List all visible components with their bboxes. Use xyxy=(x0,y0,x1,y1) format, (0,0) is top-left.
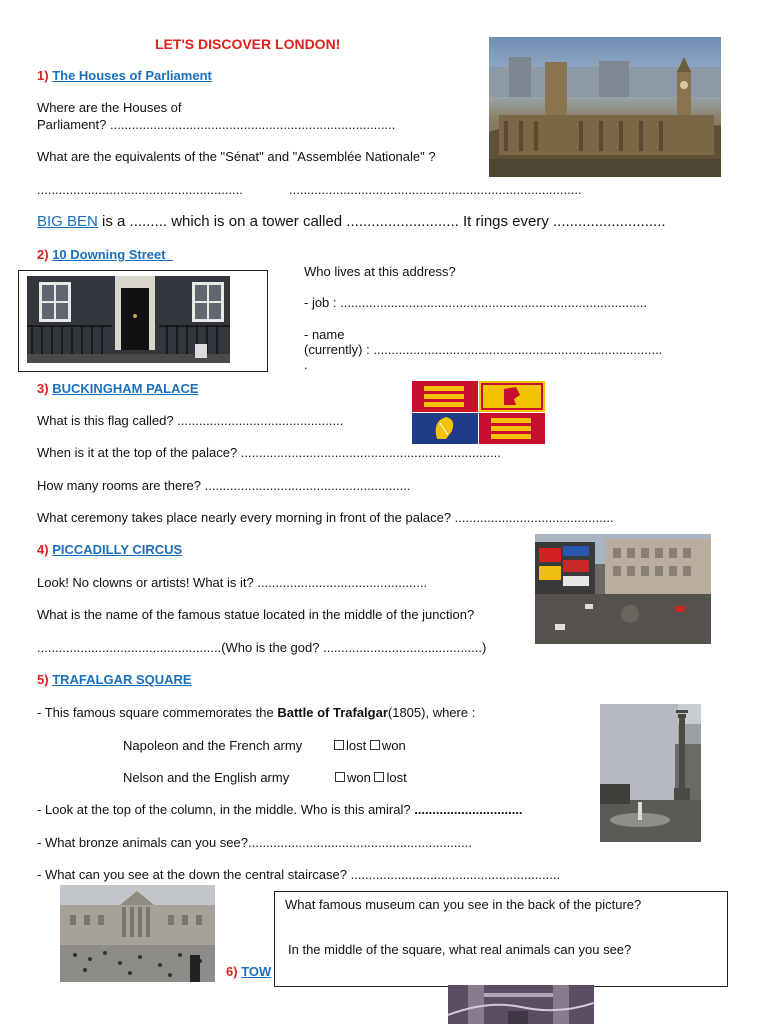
downing-street-photo xyxy=(27,276,230,363)
box-question-2: In the middle of the square, what real animals can you see? xyxy=(288,942,632,957)
nelson-won-label: won xyxy=(347,770,371,785)
section-3-number: 3) xyxy=(37,381,49,396)
houses-of-parliament-photo xyxy=(489,37,721,177)
nelson-lost-label: lost xyxy=(386,770,407,785)
parliament-illustration xyxy=(489,37,721,177)
s3-question-1: What is this flag called? .............................................. xyxy=(37,413,344,428)
big-ben-text: is a ......... which is on a tower called ........................... It rings every ........................... xyxy=(97,213,666,230)
downing-street-frame xyxy=(18,270,268,372)
section-4-number: 4) xyxy=(37,542,49,557)
s5-question-4: - What can you see at the down the central staircase? .......................................................... xyxy=(37,867,561,882)
section-4-heading xyxy=(37,542,182,557)
nelsons-column-photo xyxy=(600,704,701,842)
s1-question-1b: Parliament? ............................................................................... xyxy=(37,117,396,132)
section-1-title[interactable]: The Houses of Parliament xyxy=(52,68,212,83)
s2-job-line: - job : ..................................................................................... xyxy=(304,295,648,310)
s1-blank-2: ................................................................................. xyxy=(289,182,582,197)
s3-question-4: What ceremony takes place nearly every morning in front of the palace? ............................................ xyxy=(37,510,614,525)
tower-bridge-photo xyxy=(448,985,594,1024)
s5-napoleon-options xyxy=(334,738,406,753)
royal-standard-illustration xyxy=(412,381,545,444)
trafalgar-questions-box xyxy=(274,891,728,987)
section-3-title[interactable]: BUCKINGHAM PALACE xyxy=(52,381,199,396)
section-5-title[interactable]: TRAFALGAR SQUARE xyxy=(52,672,192,687)
piccadilly-illustration xyxy=(535,534,711,644)
section-2-title[interactable]: 10 Downing Street xyxy=(52,247,166,262)
s5-question-2 xyxy=(37,802,523,817)
s1-question-1a: Where are the Houses of xyxy=(37,100,182,115)
section-5-heading xyxy=(37,672,192,687)
page-title: LET'S DISCOVER LONDON! xyxy=(155,36,341,52)
napoleon-won-checkbox[interactable] xyxy=(370,740,380,750)
s5-nelson-label: Nelson and the English army xyxy=(123,770,290,785)
trafalgar-square-photo xyxy=(60,885,215,982)
s5-q1-prefix: - This famous square commemorates the xyxy=(37,705,278,720)
section-3-heading xyxy=(37,381,199,396)
section-2-heading xyxy=(37,247,173,262)
piccadilly-circus-photo xyxy=(535,534,711,644)
s5-nelson-options xyxy=(335,770,407,785)
napoleon-lost-label: lost xyxy=(346,738,367,753)
royal-standard-flag xyxy=(412,381,545,444)
section-6-title[interactable]: TOW xyxy=(241,964,272,979)
s3-question-2: When is it at the top of the palace? ........................................................................ xyxy=(37,445,501,460)
s5-q1-suffix: (1805), where : xyxy=(387,705,476,720)
nelson-lost-checkbox[interactable] xyxy=(374,772,384,782)
s5-q2-dots: .............................. xyxy=(414,802,523,817)
nelsons-column-illustration xyxy=(600,704,701,842)
section-1-heading xyxy=(37,68,212,83)
section-6-heading xyxy=(226,964,271,979)
napoleon-won-label: won xyxy=(381,738,406,753)
section-6-number: 6) xyxy=(226,964,238,979)
big-ben-question xyxy=(37,213,666,230)
section-2-number: 2) xyxy=(37,247,49,262)
s2-name-line: (currently) : ................................................................................ xyxy=(304,342,663,357)
s5-q2-text: - Look at the top of the column, in the middle. Who is this amiral? xyxy=(37,802,415,817)
s5-question-1 xyxy=(37,705,475,720)
s2-question-1: Who lives at this address? xyxy=(304,264,456,279)
s4-question-1: Look! No clowns or artists! What is it? ............................................... xyxy=(37,575,428,590)
national-gallery-illustration xyxy=(60,885,215,982)
s1-question-2: What are the equivalents of the "Sénat" and "Assemblée Nationale" ? xyxy=(37,149,436,164)
s2-name-label: - name xyxy=(304,327,345,342)
section-5-number: 5) xyxy=(37,672,49,687)
nelson-won-checkbox[interactable] xyxy=(335,772,345,782)
s2-trailing-dot: . xyxy=(304,357,308,372)
section-4-title[interactable]: PICCADILLY CIRCUS xyxy=(52,542,183,557)
s5-napoleon-label: Napoleon and the French army xyxy=(123,738,303,753)
tower-bridge-illustration xyxy=(448,985,594,1024)
big-ben-link[interactable]: BIG BEN xyxy=(37,213,98,230)
s4-question-3: ...................................................(Who is the god? ............................................) xyxy=(37,640,487,655)
s3-question-3: How many rooms are there? ......................................................... xyxy=(37,478,411,493)
napoleon-lost-checkbox[interactable] xyxy=(334,740,344,750)
section-1-number: 1) xyxy=(37,68,49,83)
box-question-1: What famous museum can you see in the back of the picture? xyxy=(285,897,642,912)
downing-street-illustration xyxy=(27,276,230,363)
s5-q1-battle: Battle of Trafalgar xyxy=(277,705,388,720)
s4-question-2: What is the name of the famous statue located in the middle of the junction? xyxy=(37,607,475,622)
s5-question-3: - What bronze animals can you see?.............................................................. xyxy=(37,835,472,850)
s1-blank-1: ......................................................... xyxy=(37,182,243,197)
